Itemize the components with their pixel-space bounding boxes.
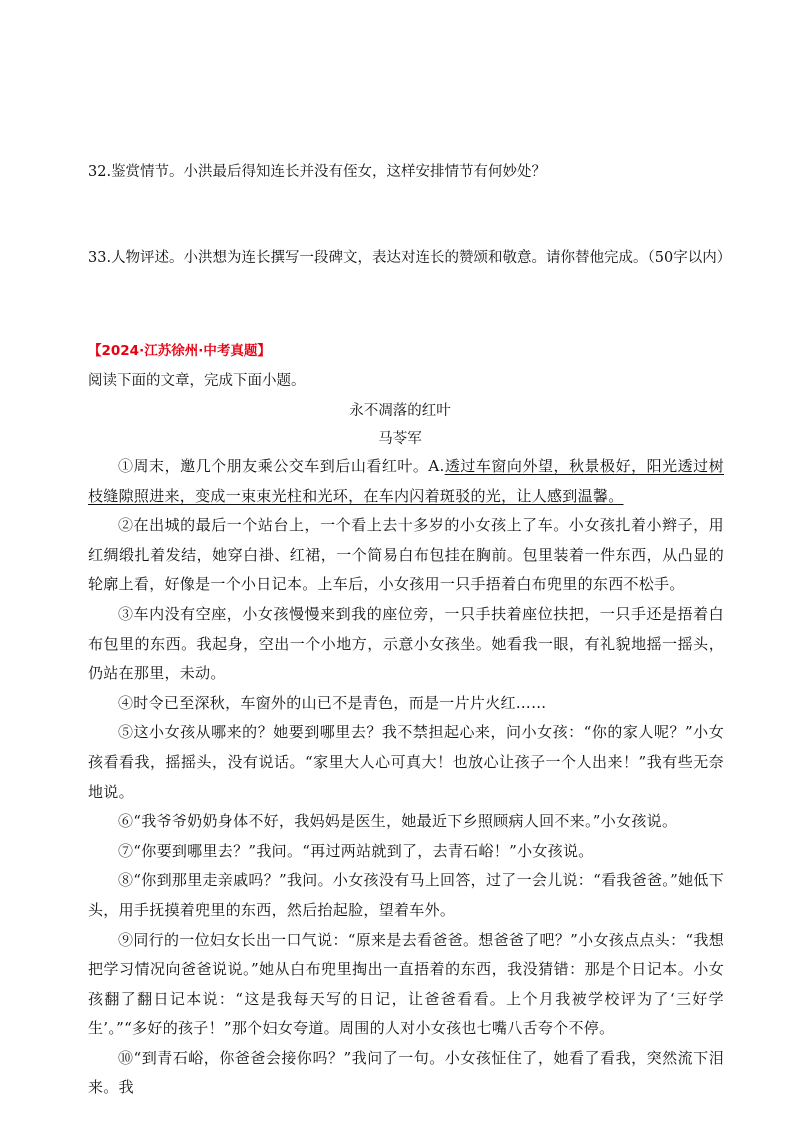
paragraph-9: ⑨同行的一位妇女长出一口气说：“原来是去看爸爸。想爸爸了吧？”小女孩点点头：“我想把学习情况向爸爸说说。”她从白布兜里掏出一直捂着的东西，我没猜错：那是个日记本。小女孩翻了翻日记本说：“这是我每天写的日记，让爸爸看看。上个月我被学校评为了‘三好学生’。”“多好的孩子！”那个妇女夸道。周围的人对小女孩也七嘴八舌夸个不停。 [88,930,724,1038]
question-33 [88,246,731,267]
paragraph-4: ④时令已至深秋，车窗外的山已不是青色，而是一片片火红…… [118,693,547,712]
question-text: 鉴赏情节。小洪最后得知连长并没有侄女，这样安排情节有何妙处？ [111,164,547,180]
paragraph-7: ⑦“你要到哪里去？”我问。“再过两站就到了，去青石峪！”小女孩说。 [118,841,594,860]
paragraph-10: ⑩“到青石峪，你爸爸会接你吗？”我问了一句。小女孩怔住了，她看了看我，突然流下泪来。我 [88,1048,724,1097]
paragraph-5: ⑤这小女孩从哪来的？她要到哪里去？我不禁担起心来，问小女孩：“你的家人呢？”小女孩看看我，摇摇头，没有说话。“家里大人心可真大！也放心让孩子一个人出来！”我有些无奈地说。 [88,723,724,801]
paragraph-8: ⑧“你到那里走亲戚吗？”我问。小女孩没有马上回答，过了一会儿说：“看我爸爸。”她低下头，用手抚摸着兜里的东西，然后抬起脸，望着车外。 [88,871,724,919]
underlined-sentence-a: 透过车窗向外望，秋景极好，阳光透过树枝缝隙照进来，变成一束束光柱和光环，在车内闪着斑驳的光，让人感到温馨。 [88,457,725,505]
article-title: 永不凋落的红叶 [349,403,451,419]
article-body [88,452,724,1103]
question-number: 32. [88,164,112,180]
paragraph-3: ③车内没有空座，小女孩慢慢来到我的座位旁，一只手扶着座位扶把，一只手还是捂着白布包里的东西。我起身，空出一个小地方，示意小女孩坐。她看我一眼，有礼貌地摇一摇头，仍站在那里，未动。 [88,604,724,683]
paragraph-1-text: ①周末，邀几个朋友乘公交车到后山看红叶。A. [118,457,445,475]
question-number: 33. [88,250,112,266]
source-tag: 【2024·江苏徐州·中考真题】 [88,343,271,359]
question-text: 人物评述。小洪想为连长撰写一段碑文，表达对连长的赞颂和敬意。请你替他完成。（50字以内） [111,250,732,266]
paragraph-2: ②在出城的最后一个站台上，一个看上去十多岁的小女孩上了车。小女孩扎着小辫子，用红绸缎扎着发结，她穿白褂、红裙，一个简易白布包挂在胸前。包里装着一件东西，从凸显的轮廓上看，好像是一个小日记本。上车后，小女孩用一只手捂着白布兜里的东西不松手。 [88,516,724,594]
question-32 [88,160,546,181]
paragraph-6: ⑥“我爷爷奶奶身体不好，我妈妈是医生，她最近下乡照顾病人回不来。”小女孩说。 [118,812,678,831]
paragraph-1 [88,452,724,511]
article-author: 马苓军 [378,431,422,447]
reading-instruction: 阅读下面的文章，完成下面小题。 [88,373,306,389]
